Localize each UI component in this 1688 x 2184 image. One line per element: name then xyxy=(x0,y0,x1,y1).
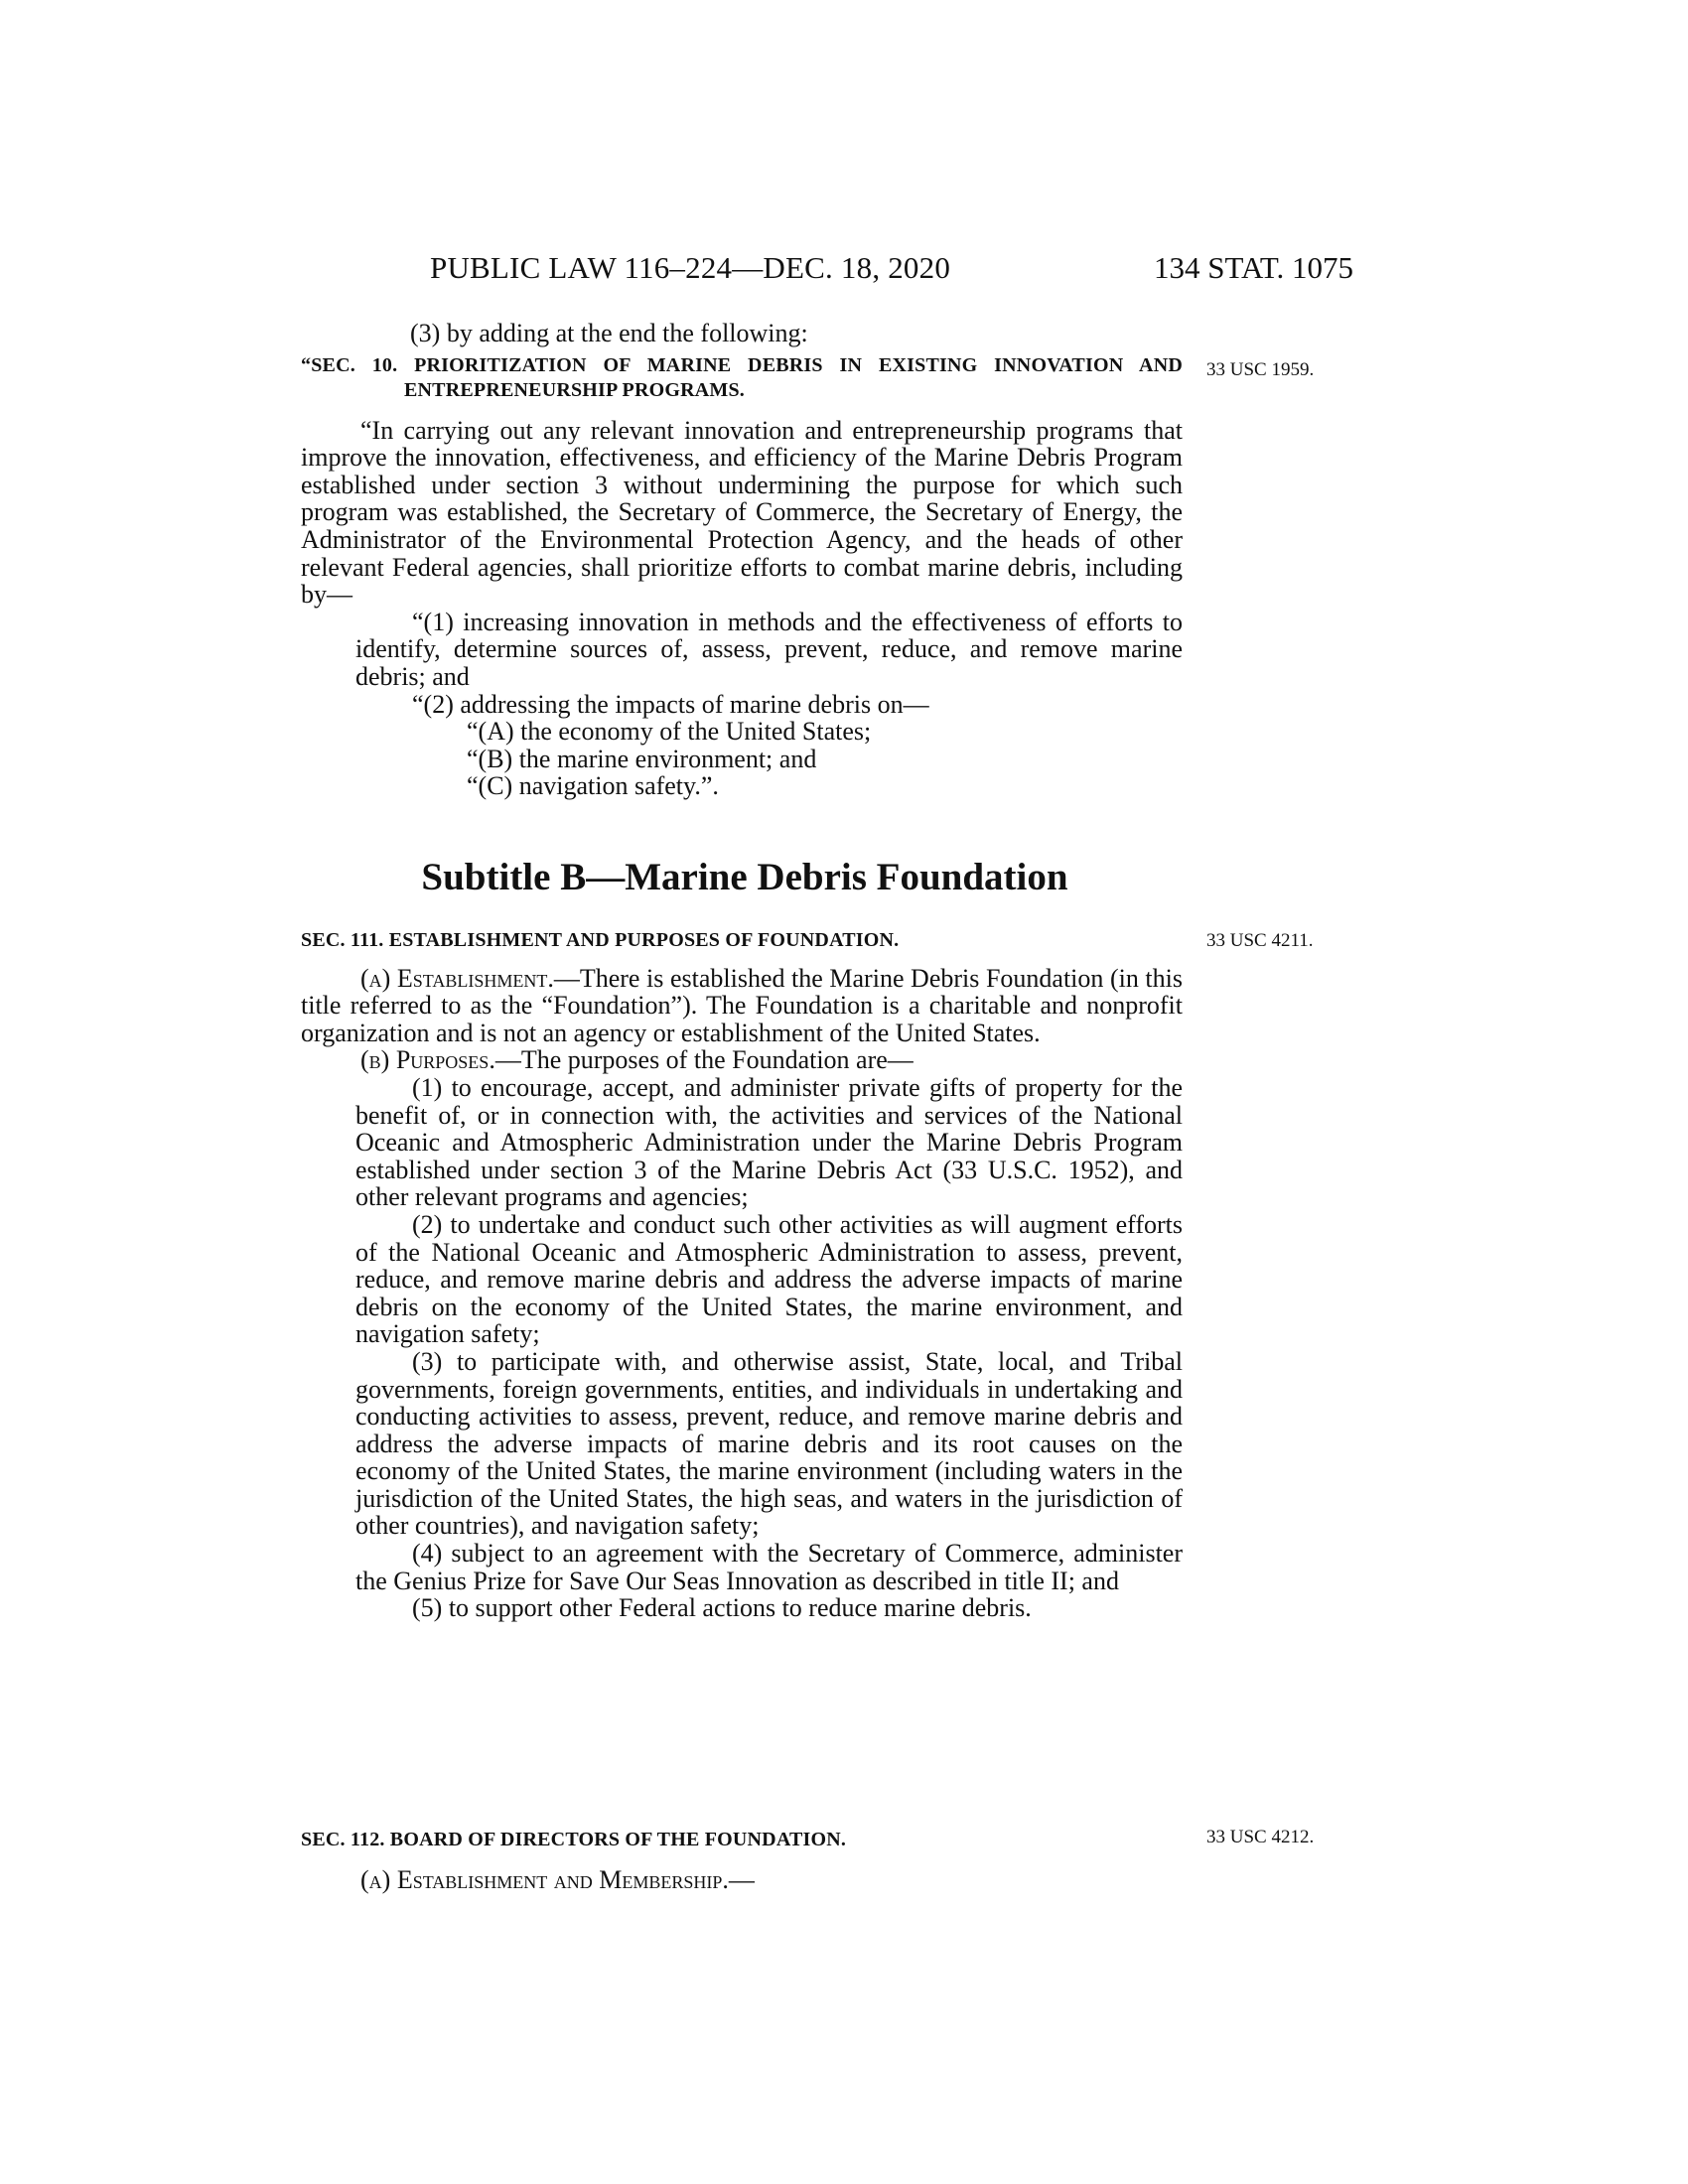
running-head: PUBLIC LAW 116–224—DEC. 18, 2020 xyxy=(430,250,951,285)
sec10-item-2A: “(A) the economy of the United States; xyxy=(467,717,872,747)
sec10-item-1: “(1) increasing innovation in methods and the effectiveness of efforts to identify, determine sources of, assess, prevent, reduce, and remove marine debris; and xyxy=(355,607,1183,691)
sec111-b xyxy=(301,1046,1183,1074)
sec10-item-2B: “(B) the marine environment; and xyxy=(467,744,817,773)
margin-note-sec10: 33 USC 1959. xyxy=(1206,359,1315,380)
sec111-a-text: —There is established the Marine Debris Foundation (in this title referred to as the “Foundation”). The Foundation is a charitable and nonprofit organization and is not an agency or establishment of the United States. xyxy=(301,963,1183,1047)
amendment-block xyxy=(301,320,1183,800)
sec111-b-label: (b) Purposes. xyxy=(360,1045,495,1075)
sec10-body: “In carrying out any relevant innovation and entrepreneurship programs that improve the innovation, effectiveness, and efficiency of the Marine Debris Program established under section 3 without undermining the purpose for which such program was established, the Secretary of Commerce, the Secretary of Energy, the Administrator of the Environmental Protection Agency, and the heads of other relevant Federal agencies, shall prioritize efforts to combat marine debris, including by— xyxy=(301,415,1183,610)
margin-note-sec112: 33 USC 4212. xyxy=(1206,1827,1315,1847)
sec111-b-text: —The purposes of the Foundation are— xyxy=(494,1045,914,1075)
sec112-a-label: (a) Establishment and Membership. xyxy=(360,1864,729,1894)
sec111-purpose-5: (5) to support other Federal actions to reduce marine debris. xyxy=(412,1593,1032,1623)
sec111-a-label: (a) Establishment. xyxy=(360,963,554,993)
sec10-item-2C: “(C) navigation safety.”. xyxy=(467,771,719,801)
margin-note-sec111: 33 USC 4211. xyxy=(1206,930,1314,951)
sec10-heading: “SEC. 10. PRIORITIZATION OF MARINE DEBRIS IN EXISTING INNOVATION AND ENTREPRENEURSHIP PROGRAMS. xyxy=(301,353,1183,401)
sec111-purpose-3: (3) to participate with, and otherwise assist, State, local, and Tribal governments, foreign governments, entities, and individuals in undertaking and conducting activities to assess, prevent, reduce, and remove marine debris and address the adverse impacts of marine debris and its root causes on the economy of the United States, the marine environment (including waters in the jurisdiction of the United States, the high seas, and waters in the jurisdiction of other countries), and navigation safety; xyxy=(355,1346,1183,1541)
sec111-block xyxy=(301,927,1183,1622)
sec112-a-text: — xyxy=(728,1864,755,1894)
statute-page-number: 134 STAT. 1075 xyxy=(1154,250,1354,285)
subtitle-heading: Subtitle B—Marine Debris Foundation xyxy=(421,856,1068,898)
sec112-block xyxy=(301,1827,1183,1893)
sec112-heading: SEC. 112. BOARD OF DIRECTORS OF THE FOUNDATION. xyxy=(301,1829,847,1850)
sec111-purpose-4: (4) subject to an agreement with the Secretary of Commerce, administer the Genius Prize for Save Our Seas Innovation as described in title II; and xyxy=(355,1539,1183,1595)
sec112-a xyxy=(301,1866,1183,1894)
amendment-intro: (3) by adding at the end the following: xyxy=(410,319,808,347)
sec111-a xyxy=(301,965,1183,1047)
sec111-heading: SEC. 111. ESTABLISHMENT AND PURPOSES OF FOUNDATION. xyxy=(301,929,900,951)
sec111-purpose-1: (1) to encourage, accept, and administer private gifts of property for the benefit of, or in connection with, the activities and services of the National Oceanic and Atmospheric Administration under the Marine Debris Program established under section 3 of the Marine Debris Act (33 U.S.C. 1952), and other relevant programs and agencies; xyxy=(355,1072,1183,1212)
sec10-item-2: “(2) addressing the impacts of marine debris on— xyxy=(412,689,929,719)
sec111-purpose-2: (2) to undertake and conduct such other activities as will augment efforts of the National Oceanic and Atmospheric Administration to assess, prevent, reduce, and remove marine debris and address the adverse impacts of marine debris on the economy of the United States, the marine environment, and navigation safety; xyxy=(355,1209,1183,1349)
